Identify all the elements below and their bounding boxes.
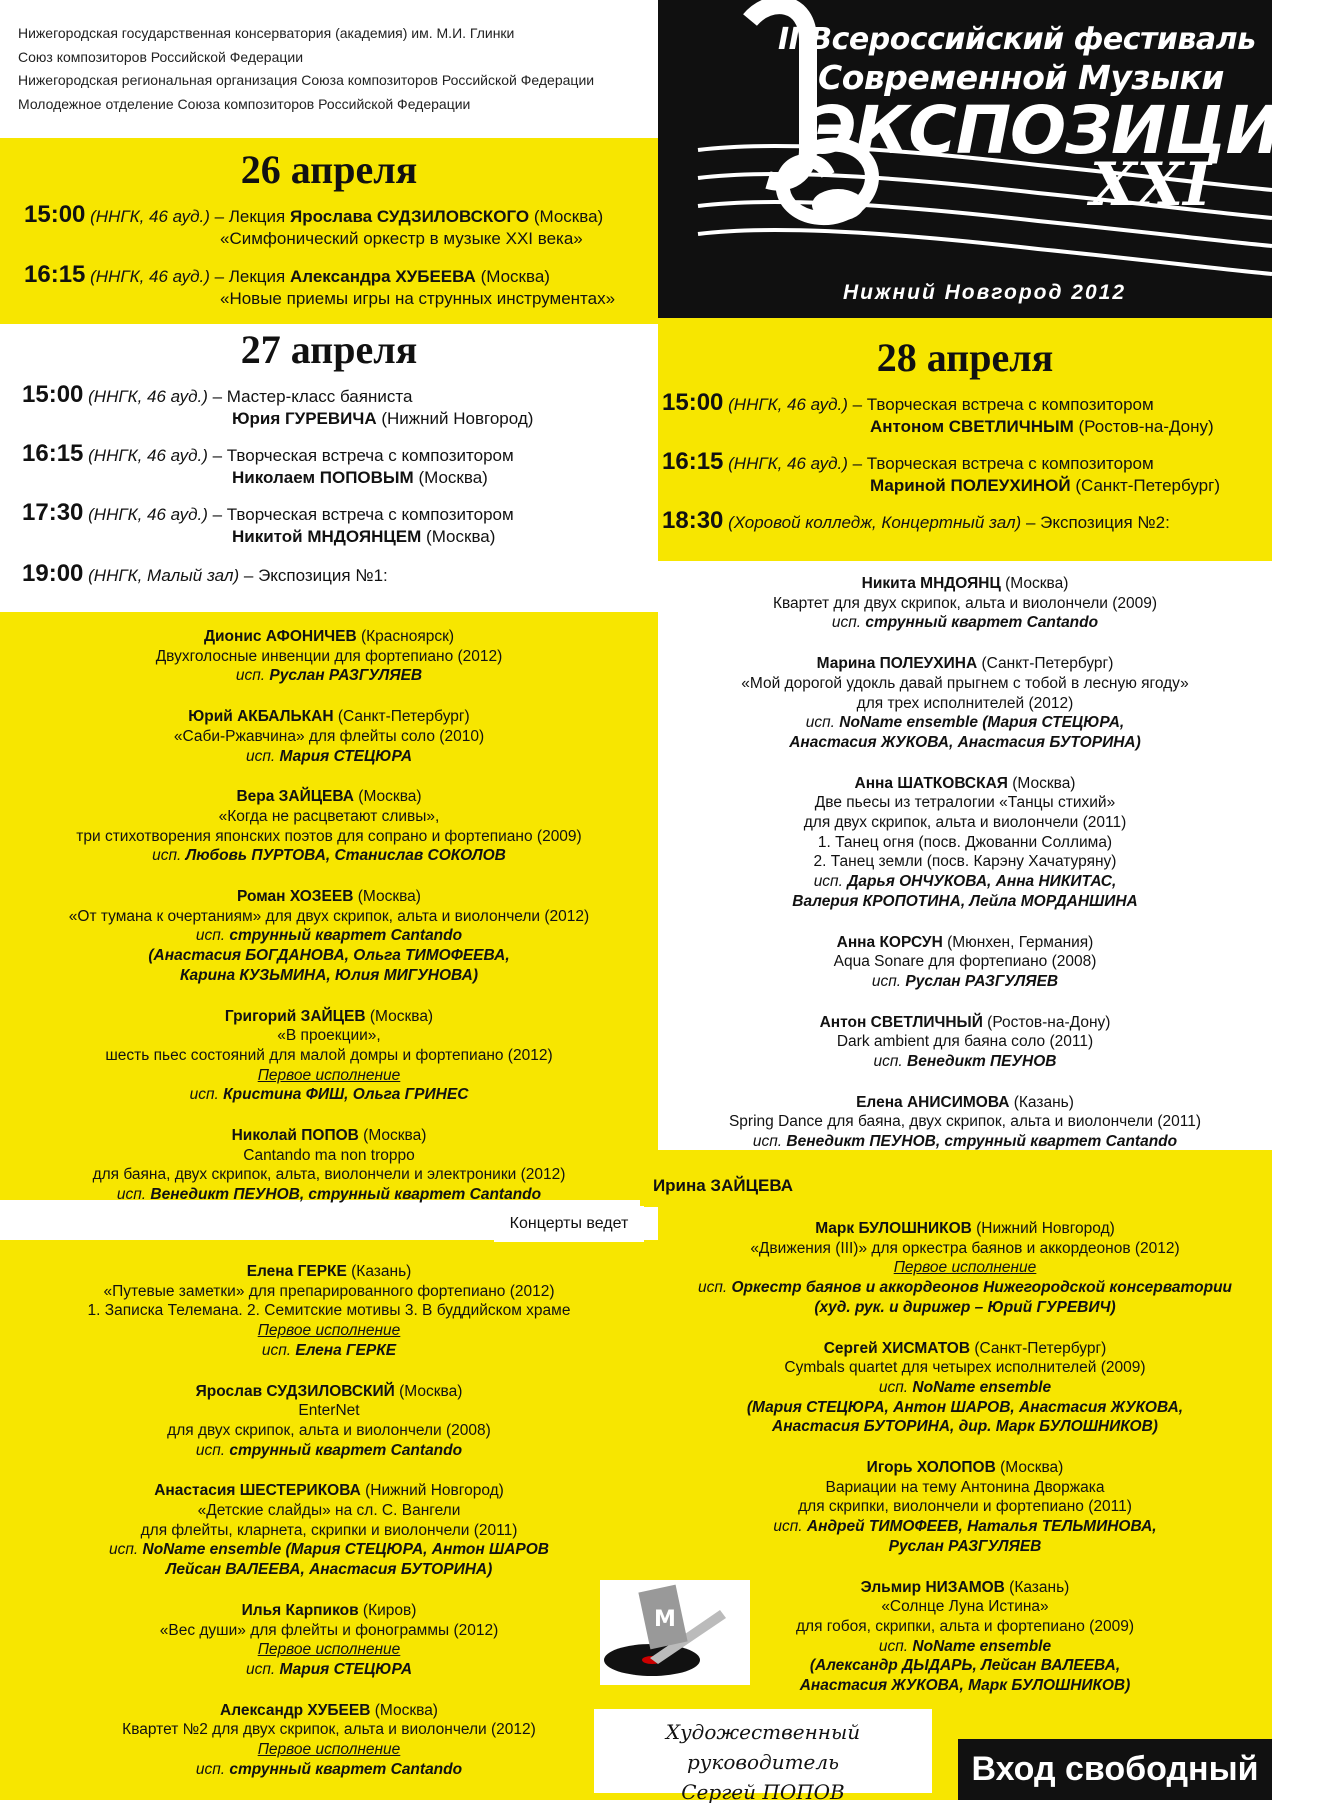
composer-city: (Киров) (358, 1601, 417, 1619)
day26-event: 16:15 (ННГК, 46 ауд.) – Лекция Александра ХУБЕЕВА (Москва) «Новые приемы игры на струнных инструментах» (24, 261, 616, 308)
performers-prefix: исп. (873, 1053, 908, 1071)
composer-city: (Нижний Новгород) (360, 1482, 504, 1500)
day26-event: 15:00 (ННГК, 46 ауд.) – Лекция Ярослава СУДЗИЛОВСКОГО (Москва) «Симфонический оркестр в музыке XXI века» (24, 201, 604, 248)
work-title-line: 2. Танец земли (посв. Карэну Хачатуряну) (813, 853, 1117, 871)
artistic-director-role: Художественный руководитель (665, 1720, 861, 1774)
program-item (0, 1601, 658, 1680)
performers-line: исп. Руслан РАЗГУЛЯЕВ (871, 972, 1059, 990)
performers-line: Анастасия БУТОРИНА, дир. Марк БУЛОШНИКОВ) (772, 1418, 1158, 1436)
day27-event: 15:00 (ННГК, 46 ауд.) – Мастер-класс баяниста Юрия ГУРЕВИЧА (Нижний Новгород) (22, 381, 534, 428)
program-item (658, 933, 1272, 992)
composer-city: (Москва) (370, 1701, 438, 1719)
performers-line: исп. Дарья ОНЧУКОВА, Анна НИКИТАС, (813, 873, 1117, 891)
day27-event: 16:15 (ННГК, 46 ауд.) – Творческая встреча с композитором Николаем ПОПОВЫМ (Москва) (22, 440, 514, 487)
work-title-line: для гобоя, скрипки, альта и фортепиано (2009) (796, 1617, 1134, 1635)
performers-line: (Александр ДЫДАРЬ, Лейсан ВАЛЕЕВА, (809, 1657, 1121, 1675)
program-item (658, 1013, 1272, 1072)
artistic-director (594, 1709, 932, 1804)
program-item (0, 707, 658, 766)
composer-city: (Нижний Новгород) (971, 1220, 1115, 1237)
program-item (658, 1458, 1272, 1557)
program-item (658, 1578, 1272, 1696)
composer-city: (Москва) (394, 1382, 463, 1400)
performers-line: Анастасия ЖУКОВА, Марк БУЛОШНИКОВ) (799, 1677, 1131, 1695)
festival-line2: Современной Музыки (818, 58, 1224, 97)
performers-prefix: исп. (752, 1133, 787, 1151)
program-item (0, 787, 658, 866)
work-title-line: «Вес души» для флейты и фонограммы (2012) (159, 1621, 499, 1639)
day28-title: 28 апреля (876, 335, 1054, 380)
work-title-line: Cantando ma non troppo (243, 1146, 415, 1164)
work-title-line: для трех исполнителей (2012) (856, 694, 1074, 712)
day27-event: 17:30 (ННГК, 46 ауд.) – Творческая встреча с композитором Никитой МНДОЯНЦЕМ (Москва) (22, 499, 514, 546)
work-title-line: для двух скрипок, альта и виолончели (2008) (167, 1421, 491, 1439)
performers-prefix: исп. (195, 1760, 230, 1778)
day28-program (658, 574, 1272, 1173)
day28-event: 15:00 (ННГК, 46 ауд.) – Творческая встреча с композитором Антоном СВЕТЛИЧНЫМ (Ростов-на-Дону) (662, 389, 1214, 436)
composer-name: Марк БУЛОШНИКОВ (815, 1220, 972, 1237)
performers-prefix: исп. (116, 1186, 151, 1204)
composer-city: (Мюнхен, Германия) (942, 933, 1094, 951)
day27-program-part2 (0, 1262, 658, 1800)
composer-city: (Красноярск) (356, 628, 455, 645)
performers-line: исп. струнный квартет Cantando (831, 614, 1099, 632)
festival-century: XXI (1090, 150, 1212, 220)
work-title-line: Dark ambient для баяна соло (2011) (836, 1033, 1094, 1051)
free-entry-badge: Вход свободный (958, 1739, 1272, 1800)
performers-prefix: исп. (108, 1541, 143, 1559)
day28-event: 16:15 (ННГК, 46 ауд.) – Творческая встреча с композитором Мариной ПОЛЕУХИНОЙ (Санкт-Петербург) (662, 448, 1220, 495)
performers-line: исп. Кристина ФИШ, Ольга ГРИНЕС (189, 1086, 469, 1104)
composer-name: Илья Карпиков (241, 1601, 359, 1619)
organizations-list (18, 22, 658, 116)
program-item (0, 1481, 658, 1580)
performers-line: (Анастасия БОГДАНОВА, Ольга ТИМОФЕЕВА, (148, 947, 510, 965)
work-title-line: Cymbals quartet для четырех исполнителей (2009) (784, 1359, 1146, 1377)
festival-name: ЭКСПОЗИЦИЯ (808, 92, 1330, 169)
composer-name: Никита МНДОЯНЦ (861, 575, 1001, 592)
composer-city: (Москва) (353, 788, 422, 806)
composer-city: (Казань) (346, 1263, 412, 1280)
premiere-label: Первое исполнение (893, 1259, 1037, 1277)
composer-city: (Санкт-Петербург) (977, 655, 1114, 673)
performers-line: исп. NoName ensemble (878, 1637, 1052, 1655)
work-title-line: «Мой дорогой удокль давай прыгнем с тобой в лесную ягоду» (741, 674, 1189, 692)
performers-line: исп. струнный квартет Cantando (195, 1441, 463, 1459)
composer-name: Анастасия ШЕСТЕРИКОВА (154, 1482, 361, 1500)
label-logo-letter: М (654, 1607, 676, 1632)
work-title-line: Вариации на тему Антонина Дворжака (825, 1478, 1105, 1496)
performers-line: Валерия КРОПОТИНА, Лейла МОРДАНШИНА (792, 892, 1138, 910)
work-title-line: «Саби-Ржавчина» для флейты соло (2010) (173, 727, 485, 745)
program-item (0, 1382, 658, 1461)
performers-prefix: исп. (697, 1279, 732, 1297)
work-title-line: «Солнце Луна Истина» (881, 1598, 1049, 1616)
performers-prefix: исп. (878, 1637, 913, 1655)
performers-prefix: исп. (813, 873, 848, 891)
performers-line: исп. Мария СТЕЦЮРА (245, 1660, 413, 1678)
work-title-line: 1. Записка Телемана. 2. Семитские мотивы 3. В буддийском храме (87, 1302, 571, 1320)
program-item (658, 1339, 1272, 1438)
performers-line: исп. Венедикт ПЕУНОВ, струнный квартет Cantando (752, 1133, 1178, 1151)
composer-name: Антон СВЕТЛИЧНЫЙ (819, 1013, 983, 1031)
day27-program (0, 627, 658, 1226)
composer-city: (Санкт-Петербург) (970, 1339, 1107, 1357)
work-title-line: «От тумана к очертаниям» для двух скрипок, альта и виолончели (2012) (68, 907, 590, 925)
work-title-line: «Детские слайды» на сл. С. Вангели (197, 1502, 461, 1520)
performers-line: исп. Венедикт ПЕУНОВ (873, 1053, 1057, 1071)
program-item (658, 574, 1272, 633)
performers-line: исп. NoName ensemble (Мария СТЕЦЮРА, Антон ШАРОВ (108, 1541, 550, 1559)
performers-line: Анастасия ЖУКОВА, Анастасия БУТОРИНА) (789, 733, 1141, 751)
event-time: 15:00 (24, 201, 86, 228)
performers-prefix: исп. (773, 1518, 807, 1536)
performers-line: исп. Мария СТЕЦЮРА (245, 747, 413, 765)
organization-line: Нижегородская региональная организация Союза композиторов Российской Федерации (18, 72, 595, 88)
composer-name: Елена АНИСИМОВА (856, 1093, 1010, 1111)
composer-name: Марина ПОЛЕУХИНА (816, 655, 978, 673)
vinyl-record-hammer-icon (600, 1580, 750, 1685)
work-title-line: «Когда не расцветают сливы», (218, 807, 440, 825)
day26-title: 26 апреля (240, 147, 418, 192)
program-item (0, 1126, 658, 1205)
work-title-line: «В проекции», (277, 1027, 381, 1045)
day28-concert: 18:30 (Хоровой колледж, Концертный зал) – Экспозиция №2: (662, 507, 1170, 534)
program-item (0, 1701, 658, 1780)
work-title-line: Spring Dance для баяна, двух скрипок, альта и виолончели (2011) (728, 1113, 1202, 1131)
performers-prefix: исп. (195, 1441, 230, 1459)
composer-name: Николай ПОПОВ (231, 1127, 364, 1145)
program-item (658, 1093, 1272, 1152)
day27-title: 27 апреля (240, 327, 418, 372)
composer-city: (Москва) (363, 1127, 427, 1145)
work-title-line: для двух скрипок, альта и виолончели (2011) (803, 814, 1127, 832)
work-title-line: Двухголосные инвенции для фортепиано (2012) (155, 647, 503, 665)
performers-line: исп. NoName ensemble (Мария СТЕЦЮРА, (805, 714, 1125, 732)
performers-prefix: исп. (245, 1660, 280, 1678)
performers-prefix: исп. (871, 972, 906, 990)
day28-program-part2 (658, 1219, 1272, 1717)
performers-prefix: исп. (831, 614, 866, 632)
performers-prefix: исп. (235, 667, 270, 685)
composer-name: Ярослав СУДЗИЛОВСКИЙ (195, 1382, 395, 1400)
work-title-line: для флейты, кларнета, скрипки и виолончели (2011) (140, 1521, 518, 1539)
performers-line: исп. NoName ensemble (878, 1378, 1052, 1396)
performers-line: (Мария СТЕЦЮРА, Антон ШАРОВ, Анастасия ЖУКОВА, (746, 1398, 1184, 1416)
performers-line: исп. Руслан РАЗГУЛЯЕВ (235, 667, 423, 685)
composer-name: Роман ХОЗЕЕВ (237, 888, 354, 906)
work-title-line: EnterNet (298, 1402, 360, 1420)
program-item (0, 1262, 658, 1361)
composer-city: (Казань) (1004, 1578, 1070, 1596)
composer-name: Игорь ХОЛОПОВ (866, 1459, 996, 1477)
day27-concert: 19:00 (ННГК, Малый зал) – Экспозиция №1: (22, 560, 388, 587)
performers-line: исп. Любовь ПУРТОВА, Станислав СОКОЛОВ (152, 847, 506, 865)
performers-prefix: исп. (245, 747, 280, 765)
host-name: Ирина ЗАЙЦЕВА (652, 1176, 794, 1195)
premiere-label: Первое исполнение (257, 1641, 401, 1659)
program-item (0, 627, 658, 686)
performers-line: Руслан РАЗГУЛЯЕВ (888, 1537, 1042, 1555)
work-title-line: Aqua Sonare для фортепиано (2008) (833, 953, 1097, 971)
composer-city: (Москва) (1007, 774, 1076, 792)
program-item (658, 1219, 1272, 1318)
composer-name: Григорий ЗАЙЦЕВ (224, 1007, 366, 1025)
performers-line: исп. струнный квартет Cantando (195, 1760, 463, 1778)
composer-name: Юрий АКБАЛЬКАН (188, 708, 334, 726)
work-title-line: шесть пьес состояний для малой домры и фортепиано (2012) (105, 1046, 553, 1064)
work-title-line: «Движения (III)» для оркестра баянов и аккордеонов (2012) (750, 1239, 1180, 1257)
composer-city: (Москва) (1000, 575, 1069, 592)
performers-prefix: исп. (195, 927, 230, 945)
performers-line: исп. Елена ГЕРКЕ (261, 1341, 397, 1359)
performers-line: исп. Андрей ТИМОФЕЕВ, Наталья ТЕЛЬМИНОВА, (773, 1518, 1157, 1536)
performers-prefix: исп. (261, 1341, 296, 1359)
premiere-label: Первое исполнение (257, 1066, 401, 1084)
host-label: Концерты ведет (494, 1206, 644, 1242)
performers-line: (худ. рук. и дирижер – Юрий ГУРЕВИЧ) (814, 1298, 1116, 1316)
work-title-line: для баяна, двух скрипок, альта, виолончели и электроники (2012) (92, 1166, 566, 1184)
festival-line1: Всероссийский фестиваль (809, 22, 1256, 57)
composer-city: (Санкт-Петербург) (333, 708, 470, 726)
organization-line: Союз композиторов Российской Федерации (18, 48, 304, 65)
composer-city: (Москва) (365, 1007, 434, 1025)
work-title-line: Две пьесы из тетралогии «Танцы стихий» (814, 794, 1116, 812)
artistic-director-name: Сергей ПОПОВ (681, 1780, 845, 1804)
program-item (0, 887, 658, 986)
composer-name: Александр ХУБЕЕВ (220, 1701, 371, 1719)
work-title-line: три стихотворения японских поэтов для сопрано и фортепиано (2009) (76, 827, 582, 845)
work-title-line: 1. Танец огня (посв. Джованни Соллима) (817, 833, 1113, 851)
composer-city: (Москва) (353, 888, 421, 906)
festival-city-year: Нижний Новгород 2012 (843, 281, 1127, 304)
program-item (658, 654, 1272, 753)
work-title-line: Квартет №2 для двух скрипок, альта и виолончели (2012) (122, 1721, 536, 1739)
performers-line: исп. Оркестр баянов и аккордеонов Нижегородской консерватории (697, 1279, 1233, 1297)
premiere-label: Первое исполнение (257, 1741, 401, 1759)
composer-name: Анна ШАТКОВСКАЯ (854, 774, 1008, 792)
festival-logo (658, 0, 1330, 318)
composer-name: Анна КОРСУН (836, 933, 943, 951)
program-item (658, 774, 1272, 912)
composer-city: (Москва) (995, 1459, 1064, 1477)
composer-name: Елена ГЕРКЕ (246, 1263, 347, 1280)
composer-name: Эльмир НИЗАМОВ (860, 1578, 1005, 1596)
composer-city: (Ростов-на-Дону) (982, 1013, 1111, 1031)
performers-prefix: исп. (189, 1086, 224, 1104)
composer-name: Дионис АФОНИЧЕВ (203, 628, 357, 645)
program-item (0, 1007, 658, 1106)
work-title-line: для скрипки, виолончели и фортепиано (2011) (798, 1498, 1132, 1516)
performers-line: исп. струнный квартет Cantando (195, 927, 463, 945)
performers-prefix: исп. (805, 714, 840, 732)
performers-line: Лейсан ВАЛЕЕВА, Анастасия БУТОРИНА) (165, 1561, 493, 1579)
composer-city: (Казань) (1009, 1093, 1074, 1111)
festival-edition: II (778, 22, 800, 57)
performers-prefix: исп. (152, 847, 186, 865)
performers-line: исп. Венедикт ПЕУНОВ, струнный квартет Cantando (116, 1186, 542, 1204)
premiere-label: Первое исполнение (257, 1322, 401, 1340)
composer-name: Сергей ХИСМАТОВ (823, 1339, 971, 1357)
performers-prefix: исп. (878, 1378, 913, 1396)
organization-line: Нижегородская государственная консерватория (академия) им. М.И. Глинки (18, 25, 515, 41)
record-label-logo (600, 1580, 750, 1685)
composer-name: Вера ЗАЙЦЕВА (236, 788, 354, 806)
work-title-line: «Путевые заметки» для препарированного фортепиано (2012) (103, 1282, 555, 1300)
performers-line: Карина КУЗЬМИНА, Юлия МИГУНОВА) (180, 966, 478, 984)
work-title-line: Квартет для двух скрипок, альта и виолончели (2009) (772, 594, 1158, 612)
organization-line: Молодежное отделение Союза композиторов Российской Федерации (18, 95, 471, 112)
event-time: 16:15 (24, 261, 86, 288)
